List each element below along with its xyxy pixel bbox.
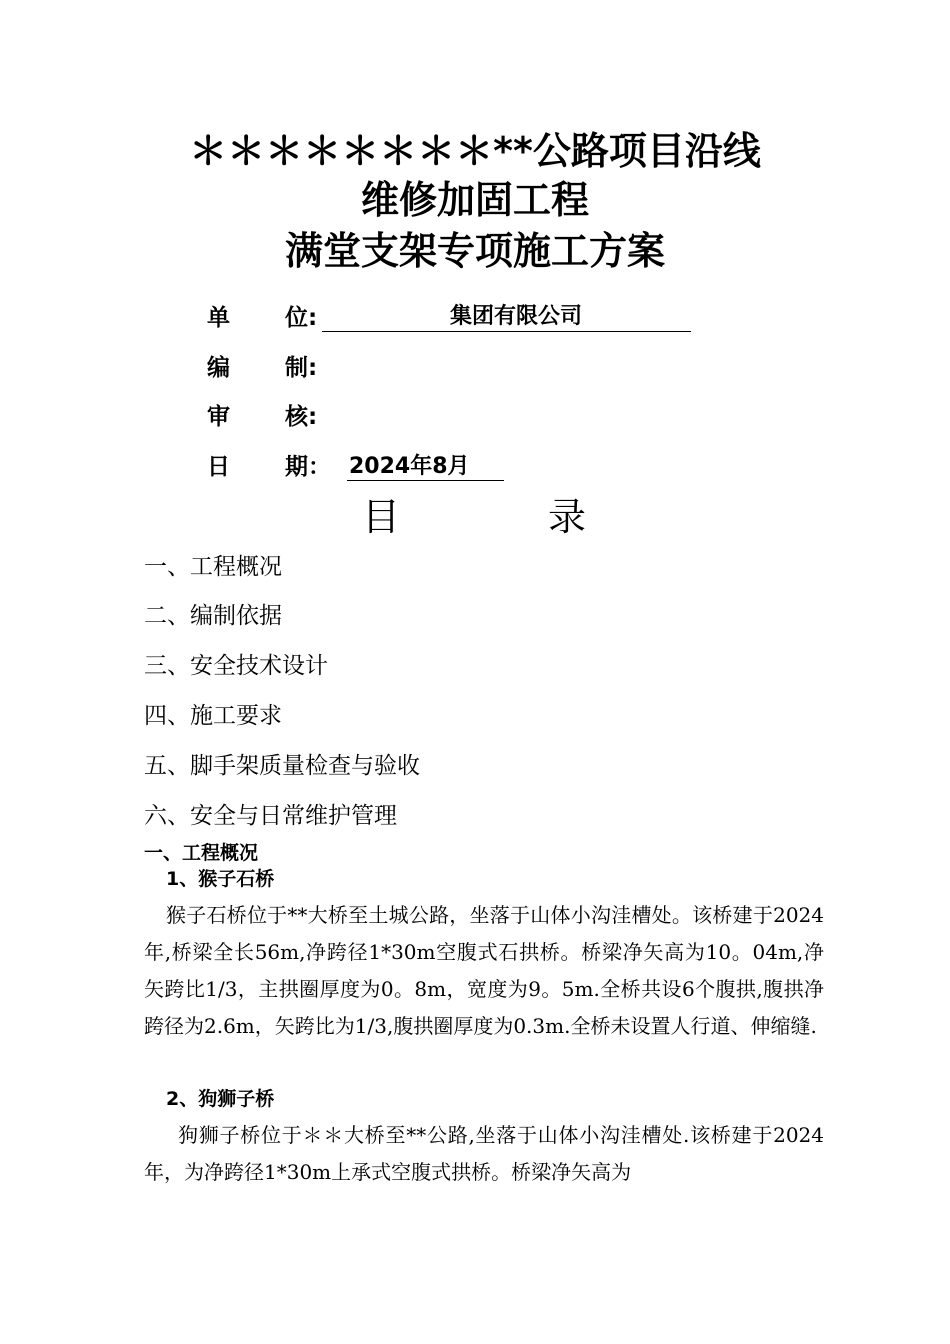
date-label-b: 期： (285, 454, 331, 480)
unit-value: 集团有限公司 (450, 304, 583, 329)
title-line-3: 满堂支架专项施工方案 (284, 229, 665, 273)
subsection-heading-2: 2、狗狮子桥 (166, 1088, 275, 1110)
toc-item: 五、脚手架质量检查与验收 (144, 753, 420, 779)
date-label-a: 日 (207, 454, 230, 480)
compiler-label-a: 编 (207, 355, 230, 381)
date-underline (347, 480, 504, 481)
reviewer-label-b: 核: (285, 404, 318, 430)
toc-title-char-1: 目 (362, 495, 401, 539)
title-line-2: 维修加固工程 (360, 178, 589, 222)
title-line-1: ＊＊＊＊＊＊＊＊**公路项目沿线 (189, 129, 761, 173)
toc-title-char-2: 录 (548, 495, 587, 539)
paragraph-1: 猴子石桥位于**大桥至土城公路，坐落于山体小沟洼槽处。该桥建于2024年,桥梁全长56m,净跨径1*30m空腹式石拱桥。桥梁净矢高为10。04m,净矢跨比1/3，主拱圈厚度为0。8m，宽度为9。5m.全桥共设6个腹拱,腹拱净跨径为2.6m，矢跨比为1/3,腹拱圈厚度为0.3m.全桥未设置人行道、伸缩缝. (144, 903, 824, 1038)
compiler-label-b: 制: (285, 355, 318, 381)
toc-item: 二、编制依据 (144, 603, 282, 629)
subsection-heading-1: 1、猴子石桥 (166, 868, 275, 890)
toc-item: 四、施工要求 (144, 703, 282, 729)
date-value: 2024年8月 (349, 454, 470, 479)
unit-label-b: 位: (285, 305, 318, 331)
toc-item: 六、安全与日常维护管理 (144, 803, 397, 829)
toc-item: 三、安全技术设计 (144, 653, 328, 679)
toc-item: 一、工程概况 (144, 554, 282, 580)
paragraph-2: 狗狮子桥位于＊＊大桥至**公路,坐落于山体小沟洼槽处.该桥建于2024年，为净跨径1*30m上承式空腹式拱桥。桥梁净矢高为 (144, 1123, 824, 1184)
section-heading: 一、工程概况 (144, 842, 259, 864)
unit-label-a: 单 (207, 305, 230, 331)
reviewer-label-a: 审 (207, 404, 230, 430)
